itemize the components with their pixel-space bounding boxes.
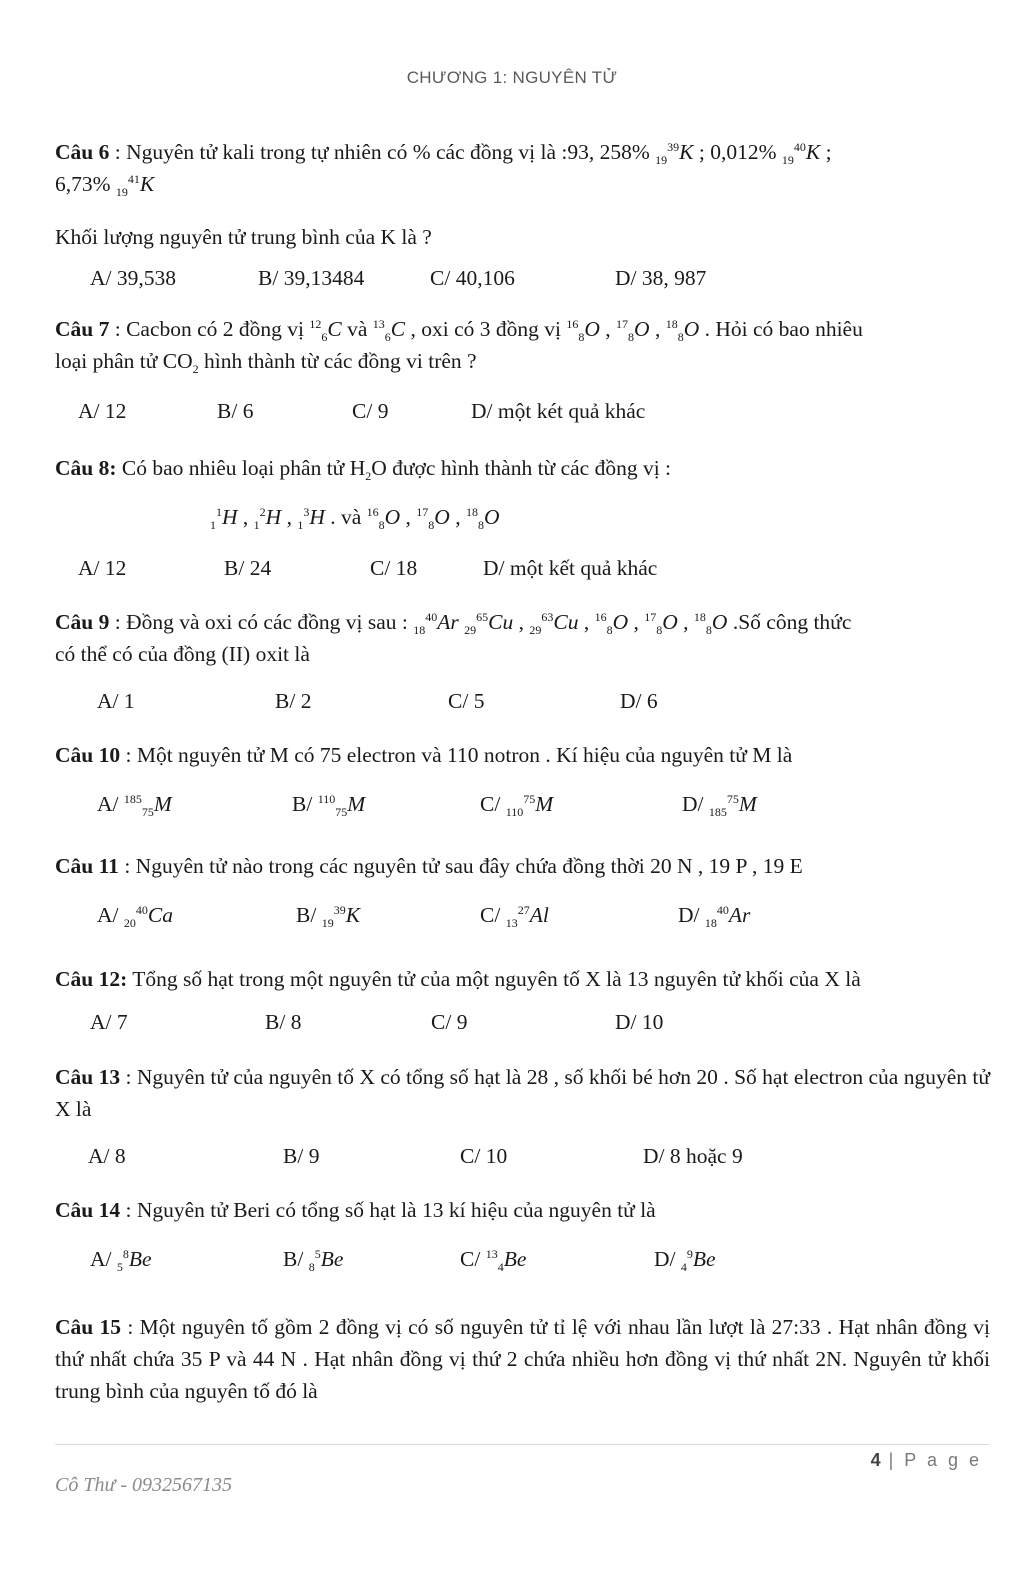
q14-option-a: A/ $_5^8$Be: [90, 1247, 152, 1274]
q6-option-c: C/ 40,106: [430, 266, 515, 290]
q10-option-a: A/ $^{185}_{75}$M: [97, 792, 172, 819]
q14-option-d: D/ $_4^9$Be: [654, 1247, 716, 1274]
isotope-k40: $_{19}^{40}$K: [781, 140, 821, 167]
footer-divider: [55, 1444, 990, 1445]
isotope-o16: $^{16}_8$O: [566, 317, 600, 344]
isotope-o16: $^{16}_8$O: [594, 610, 629, 637]
q13-option-b: B/ 9: [283, 1144, 320, 1168]
isotope-h2: $_1^2$H: [253, 505, 282, 532]
question-label: Câu 6: [55, 140, 110, 164]
question-11: Câu 11 : Nguyên tử nào trong các nguyên tử sau đây chứa đồng thời 20 N , 19 P , 19 E: [55, 854, 803, 878]
isotope-c12: $^{12}_6$C: [309, 317, 342, 344]
question-6: Câu 6 : Nguyên tử kali trong tự nhiên có % các đồng vị là :93, 258% $_{19}^{39}$K ; 0,012% $_{19}^{40}$K ; 6,73% $_{19}^{41}$K: [55, 136, 990, 200]
q14-option-c: C/ $^{13}_4$Be: [460, 1247, 527, 1274]
q11-option-d: D/ $_{18}^{40}$Ar: [678, 903, 751, 930]
q11-option-b: B/ $_{19}^{39}$K: [296, 903, 361, 930]
q7-option-b: B/ 6: [217, 399, 254, 423]
q10-option-c: C/ $_{110}^{75}$M: [480, 792, 554, 819]
question-label: Câu 7: [55, 317, 110, 341]
q11-option-c: C/ $_{13}^{27}$Al: [480, 903, 549, 930]
footer-author: Cô Thư - 0932567135: [55, 1474, 233, 1496]
q8-isotope-list: $_1^1$H , $_1^2$H , $_1^3$H . và $^{16}_8$O , $^{17}_8$O , $^{18}_8$O: [210, 505, 500, 532]
isotope-h3: $_1^3$H: [297, 505, 325, 532]
question-13: Câu 13 : Nguyên tử của nguyên tố X có tổng số hạt là 28 , số khối bé hơn 20 . Số hạt electron của nguyên tử X là: [55, 1065, 991, 1121]
q13-option-c: C/ 10: [460, 1144, 508, 1168]
isotope-o18: $^{18}_8$O: [693, 610, 728, 637]
isotope-k39: $_{19}^{39}$K: [655, 140, 694, 167]
q6-option-b: B/ 39,13484: [258, 266, 365, 290]
q8-option-c: C/ 18: [370, 556, 418, 580]
isotope-o17: $^{17}_8$O: [416, 505, 450, 532]
isotope-o17: $^{17}_8$O: [644, 610, 678, 637]
question-label: Câu 11: [55, 854, 119, 878]
q7-option-c: C/ 9: [352, 399, 389, 423]
q7-option-a: A/ 12: [78, 399, 127, 423]
q9-option-c: C/ 5: [448, 689, 485, 713]
question-label: Câu 15: [55, 1315, 122, 1339]
q13-option-d: D/ 8 hoặc 9: [643, 1144, 743, 1168]
q13-option-a: A/ 8: [88, 1144, 126, 1168]
question-label: Câu 8:: [55, 456, 117, 480]
question-label: Câu 14: [55, 1198, 121, 1222]
isotope-k41: $_{19}^{41}$K: [115, 172, 155, 199]
isotope-o17: $^{17}_8$O: [616, 317, 650, 344]
question-14: Câu 14 : Nguyên tử Beri có tổng số hạt là 13 kí hiệu của nguyên tử là: [55, 1198, 656, 1222]
q6-option-d: D/ 38, 987: [615, 266, 707, 290]
q14-option-b: B/ $_8^5$Be: [283, 1247, 344, 1274]
q11-option-a: A/ $_{20}^{40}$Ca: [97, 903, 173, 930]
q8-option-b: B/ 24: [224, 556, 272, 580]
q9-option-d: D/ 6: [620, 689, 658, 713]
q8-option-d: D/ một kết quả khác: [483, 556, 658, 580]
q6-option-a: A/ 39,538: [90, 266, 176, 290]
question-15: Câu 15 : Một nguyên tố gồm 2 đồng vị có số nguyên tử tỉ lệ với nhau lần lượt là 27:33 . Hạt nhân đồng vị thứ nhất chứa 35 P và 44 N . Hạt nhân đồng vị thứ 2 chứa nhiều hơn đồng vị thứ nhất 2N. Nguyên tử khối trung bình của nguyên tố đó là: [55, 1315, 990, 1403]
isotope-o18: $^{18}_8$O: [465, 505, 500, 532]
q10-option-b: B/ $^{110}_{75}$M: [292, 792, 366, 819]
q9-option-a: A/ 1: [97, 689, 135, 713]
question-label: Câu 13: [55, 1065, 121, 1089]
isotope-cu63: $_{29}^{63}$Cu: [529, 610, 579, 637]
q12-option-a: A/ 7: [90, 1010, 128, 1034]
isotope-ar40: $_{18}^{40}$Ar: [413, 610, 459, 637]
isotope-h1: $_1^1$H: [210, 505, 238, 532]
question-label: Câu 12:: [55, 967, 128, 991]
q7-option-d: D/ một két quả khác: [471, 399, 646, 423]
isotope-o18: $^{18}_8$O: [665, 317, 700, 344]
q10-option-d: D/ $_{185}^{75}$M: [682, 792, 757, 819]
question-label: Câu 9: [55, 610, 110, 634]
question-8: Câu 8: Có bao nhiêu loại phân tử $H_2O$ được hình thành từ các đồng vị :: [55, 456, 672, 483]
page-header: CHƯƠNG 1: NGUYÊN TỬ: [406, 68, 618, 87]
question-7: Câu 7 : Cacbon có 2 đồng vị $^{12}_6$C và $^{13}_6$C , oxi có 3 đồng vị $^{16}_8$O , $^{17}_8$O , $^{18}_8$O . Hỏi có bao nhiêu loại phân tử $CO_2$ hình thành từ các đồng vi trên ?: [55, 313, 990, 377]
q12-option-c: C/ 9: [431, 1010, 468, 1034]
q12-option-b: B/ 8: [265, 1010, 302, 1034]
page-number: 4 | P a g e: [870, 1450, 982, 1470]
question-12: Câu 12: Tổng số hạt trong một nguyên tử của một nguyên tố X là 13 nguyên tử khối của X là: [55, 967, 861, 991]
question-label: Câu 10: [55, 743, 121, 767]
question-10: Câu 10 : Một nguyên tử M có 75 electron và 110 notron . Kí hiệu của nguyên tử M là: [55, 743, 793, 767]
isotope-cu65: $_{29}^{65}$Cu: [464, 610, 514, 637]
isotope-c13: $^{13}_6$C: [372, 317, 406, 344]
isotope-o16: $^{16}_8$O: [366, 505, 401, 532]
question-9: Câu 9 : Đồng và oxi có các đồng vị sau : $_{18}^{40}$Ar $_{29}^{65}$Cu , $_{29}^{63}$Cu , $^{16}_8$O , $^{17}_8$O , $^{18}_8$O .Số công thức có thể có của đồng (II) oxit là: [55, 606, 990, 670]
q9-option-b: B/ 2: [275, 689, 312, 713]
q8-option-a: A/ 12: [78, 556, 127, 580]
question-6-prompt: Khối lượng nguyên tử trung bình của K là ?: [55, 225, 432, 249]
q12-option-d: D/ 10: [615, 1010, 664, 1034]
